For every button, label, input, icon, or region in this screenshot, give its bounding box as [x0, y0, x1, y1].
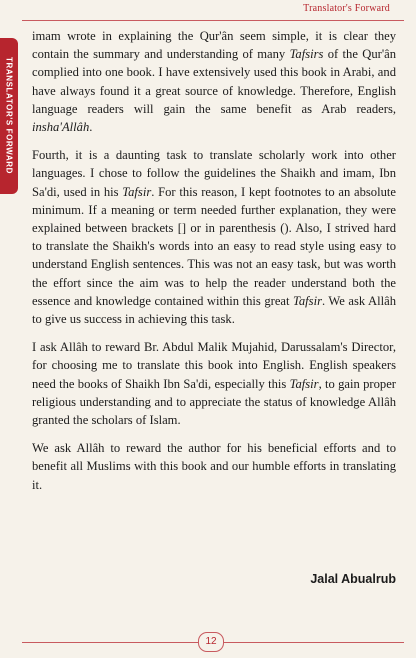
text-run: We ask Allâh to reward the author for his beneficial efforts and to benefit all Muslims with this book and our humble efforts in translating it.: [32, 441, 396, 492]
italic-term: insha'Allâh: [32, 120, 90, 135]
page-number: 12: [198, 632, 224, 652]
text-run: . We ask Allâh to give us success in achieving this task.: [32, 293, 396, 327]
text-run: .: [89, 120, 93, 135]
text-run: . For this reason, I kept footnotes to an absolute minimum. If a meaning or term needed further explanation, they were explained between brackets [] or in parenthesis (). Also, I strived hard to translate the Shaikh's words into an easy to read style using easy to understand English sentences. This was not an easy task, but was worth the effort since the aim was to help the reader understand both the essence and knowledge contained within this great: [32, 184, 396, 308]
italic-term: Tafsir: [293, 293, 322, 308]
italic-term: Tafsir: [289, 376, 319, 391]
body-text: [32, 27, 396, 498]
paragraph: [32, 439, 396, 494]
chapter-side-tab: [0, 38, 18, 194]
text-run: imam wrote in explaining the Qur'ân seem simple, it is clear they contain the summary and understanding of many: [32, 29, 396, 62]
paragraph: [32, 146, 396, 328]
italic-term: Tafsir: [122, 184, 152, 199]
text-run: , to gain proper religious understanding and to appreciate the status of knowledge Allâh granted the scholars of Islam.: [32, 376, 396, 428]
italic-term: Tafsirs: [289, 47, 324, 62]
header-divider: [22, 20, 404, 21]
paragraph: [32, 338, 396, 429]
text-run: Fourth, it is a daunting task to translate scholarly work into other languages. I chose to follow the guidelines the Shaikh and imam, Ibn Sa'di, used in his: [32, 148, 396, 199]
text-run: I ask Allâh to reward Br. Abdul Malik Mujahid, Darussalam's Director, for choosing me to translate this book into English. English speakers need the books of Shaikh Ibn Sa'di, especially this: [32, 340, 396, 391]
translator-signature: Jalal Abualrub: [310, 572, 396, 586]
running-header: Translator's Forward: [303, 3, 390, 14]
text-run: of the Qur'ân complied into one book. I have extensively used this book in Arabi, and have always found it a great source of knowledge. Therefore, English language readers will gain the same benefit as Arab readers,: [32, 47, 396, 116]
paragraph: [32, 27, 396, 136]
chapter-side-tab-label: TRANSLATOR'S FORWARD: [4, 57, 14, 175]
